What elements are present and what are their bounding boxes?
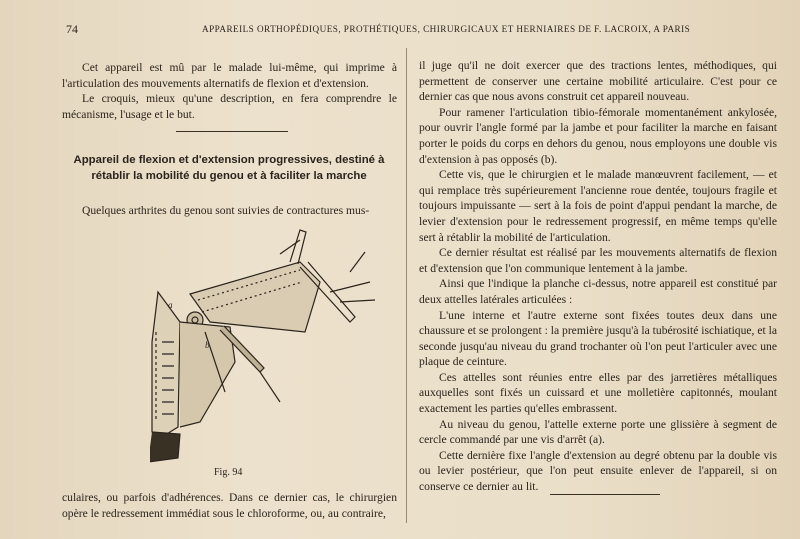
right-paragraph: Au niveau du genou, l'attelle externe porte une glissière à segment de cercle commandé par une vis d'arrêt (a). bbox=[419, 417, 777, 447]
left-paragraph: culaires, ou parfois d'adhérences. Dans ce dernier cas, le chirurgien opère le redressement immédiat sous le chloroforme, ou, au contraire, bbox=[62, 491, 397, 520]
page-number: 74 bbox=[66, 22, 78, 36]
right-paragraph: Pour ramener l'articulation tibio-fémorale momentanément ankylosée, pour ouvrir l'angle formé par la jambe et pour faciliter la marche en faisant porter le poids du corps en dehors du genou, nous employons une double vis d'extension à pas opposés (b). bbox=[419, 105, 777, 166]
left-column-bottom bbox=[62, 490, 397, 521]
right-column bbox=[419, 58, 777, 495]
leg-brace-illustration bbox=[150, 222, 380, 472]
separator-rule bbox=[550, 494, 660, 495]
left-paragraph: Quelques arthrites du genou sont suivies de contractures mus- bbox=[82, 204, 370, 217]
section-heading: Appareil de flexion et d'extension progressives, destiné à rétablir la mobilité du genou et à faciliter la marche bbox=[73, 154, 385, 182]
right-paragraph: L'une interne et l'autre externe sont fixées toutes deux dans une chaussure et se prolongent : la première jusqu'à la tubérosité ischiatique, et la seconde jusqu'au niveau du grand trochanter où l'on peut l'articuler avec une plaque de ceinture. bbox=[419, 308, 777, 369]
figure-label-b: b bbox=[205, 340, 210, 350]
running-title: APPAREILS ORTHOPÉDIQUES, PROTHÉTIQUES, CHIRURGICAUX ET HERNIAIRES DE F. LACROIX, A PARIS bbox=[202, 24, 691, 34]
left-column bbox=[62, 60, 397, 122]
left-paragraph: Le croquis, mieux qu'une description, en fera comprendre le mécanisme, l'usage et le but. bbox=[62, 92, 397, 121]
right-paragraph: Cette dernière fixe l'angle d'extension au degré obtenu par la double vis ou levier postérieur, que l'on peut ensuite enlever de l'appareil, si on conserve ce dernier au lit. bbox=[419, 448, 777, 494]
figure-caption: Fig. 94 bbox=[214, 467, 243, 478]
right-paragraph: Cette vis, que le chirurgien et le malade manœuvrent facilement, — et qui remplace très supérieurement l'ancienne roue dentée, toujours fragile et toujours impuissante — sert à la fois de point d'appui pendant la marche, de levier d'extension pour le redressement progressif, en même temps qu'elle sert à rétablir la mobilité de l'articulation. bbox=[419, 168, 777, 244]
page-header bbox=[62, 22, 772, 38]
left-paragraph: Cet appareil est mû par le malade lui-même, qui imprime à l'articulation des mouvements alternatifs de flexion et d'extension. bbox=[62, 61, 397, 90]
right-paragraph: Ces attelles sont réunies entre elles par des jarretières métalliques auxquelles sont fixés un cuissard et une molletière capitonnés, moulant exactement les parties qu'elles embrassent. bbox=[419, 370, 777, 416]
left-column-intro bbox=[62, 203, 397, 219]
right-paragraph: Ainsi que l'indique la planche ci-dessus, notre appareil est constitué par deux attelles latérales articulées : bbox=[419, 277, 777, 306]
column-divider bbox=[406, 48, 407, 523]
figure-label-a: a bbox=[168, 300, 173, 310]
separator-rule bbox=[176, 131, 288, 132]
right-paragraph: Ce dernier résultat est réalisé par les mouvements alternatifs de flexion et d'extension que l'on communique lentement à la jambe. bbox=[419, 246, 777, 275]
right-paragraph: il juge qu'il ne doit exercer que des tractions lentes, méthodiques, qui permettent de conserver une certaine mobilité articulaire. C'est pour ce dernier cas que nous avons construit cet appareil nouveau. bbox=[419, 59, 777, 104]
